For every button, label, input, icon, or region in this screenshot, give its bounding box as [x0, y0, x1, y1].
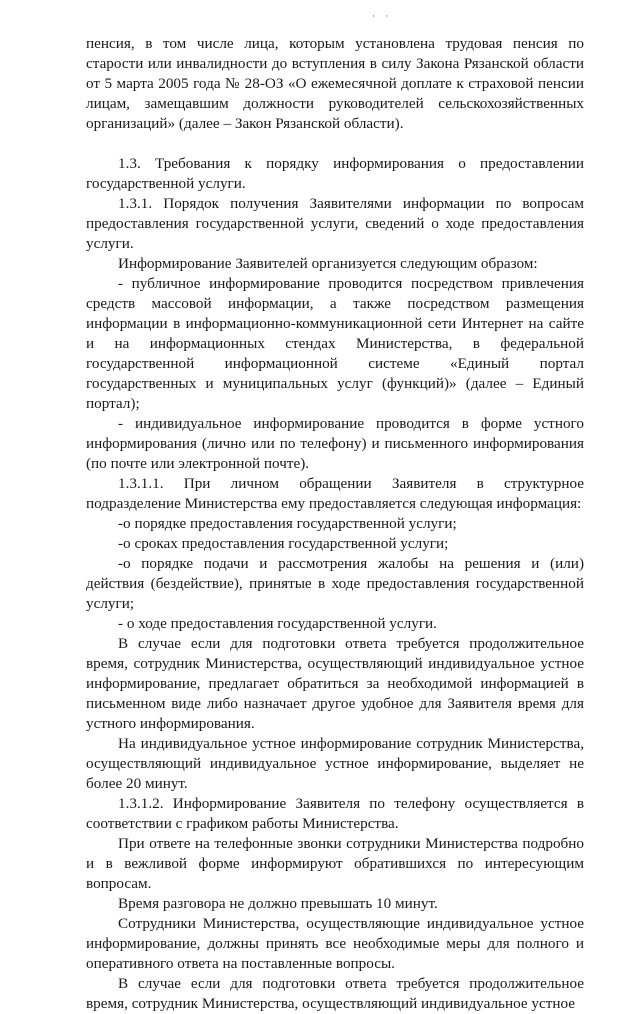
- list-item: -о сроках предоставления государственной услуги;: [118, 535, 449, 552]
- paragraph-section-1-3-1: 1.3.1. Порядок получения Заявителями информации по вопросам предоставления государственной услуги, сведений о ходе предоставления услуги.: [86, 195, 584, 252]
- list-item: -о порядке подачи и рассмотрения жалобы на решения и (или) действия (бездействие), принятые в ходе предоставления государственной услуги;: [86, 555, 584, 612]
- paragraph-long-answer-continued: В случае если для подготовки ответа требуется продолжительное время, сотрудник Министерства, осуществляющий индивидуальное устное: [86, 975, 584, 1012]
- paragraph-section-1-3-1-1: 1.3.1.1. При личном обращении Заявителя в структурное подразделение Министерства ему предоставляется следующая информация:: [86, 475, 584, 512]
- list-item: - о ходе предоставления государственной услуги.: [118, 615, 437, 632]
- paragraph-section-1-3: 1.3. Требования к порядку информирования о предоставлении государственной услуги.: [86, 155, 584, 192]
- paragraph-informing-intro: Информирование Заявителей организуется следующим образом:: [118, 255, 538, 272]
- paragraph-phone-answers: При ответе на телефонные звонки сотрудники Министерства подробно и в вежливой форме информируют обратившихся по интересующим вопросам.: [86, 835, 584, 892]
- list-item: -о порядке предоставления государственной услуги;: [118, 515, 457, 532]
- paragraph-section-1-3-1-2: 1.3.1.2. Информирование Заявителя по телефону осуществляется в соответствии с графиком работы Министерства.: [86, 795, 584, 832]
- paragraph-long-answer: В случае если для подготовки ответа требуется продолжительное время, сотрудник Министерства, осуществляющий индивидуальное устное информирование, предлагает обратиться за необходимой информацией в письменном виде либо назначает другое удобное для Заявителя время для устного информирования.: [86, 635, 584, 732]
- paragraph-public-informing: - публичное информирование проводится посредством привлечения средств массовой информации, а также посредством размещения информации в информационно-коммуникационной сети Интернет на сайте и на информационных стендах Министерства, в федеральной государственной информационной системе «Единый портал государственных и муниципальных услуг (функций)» (далее – Единый портал);: [86, 275, 584, 412]
- paragraph-call-duration: Время разговора не должно превышать 10 минут.: [118, 895, 438, 912]
- scan-marks: · ·: [372, 11, 393, 21]
- paragraph-individual-informing: - индивидуальное информирование проводится в форме устного информирования (лично или по телефону) и письменного информирования (по почте или электронной почте).: [86, 415, 584, 472]
- paragraph-time-limit: На индивидуальное устное информирование сотрудник Министерства, осуществляющий индивидуальное устное информирование, выделяет не более 20 минут.: [86, 735, 584, 792]
- paragraph-intro-continuation: пенсия, в том числе лица, которым установлена трудовая пенсия по старости или инвалидности до вступления в силу Закона Рязанской области от 5 марта 2005 года № 28-ОЗ «О ежемесячной доплате к страховой пенсии лицам, замещавшим должности руководителей сельскохозяйственных организаций» (далее – Закон Рязанской области).: [86, 35, 584, 132]
- paragraph-staff-measures: Сотрудники Министерства, осуществляющие индивидуальное устное информирование, должны принять все необходимые меры для полного и оперативного ответа на поставленные вопросы.: [86, 915, 584, 972]
